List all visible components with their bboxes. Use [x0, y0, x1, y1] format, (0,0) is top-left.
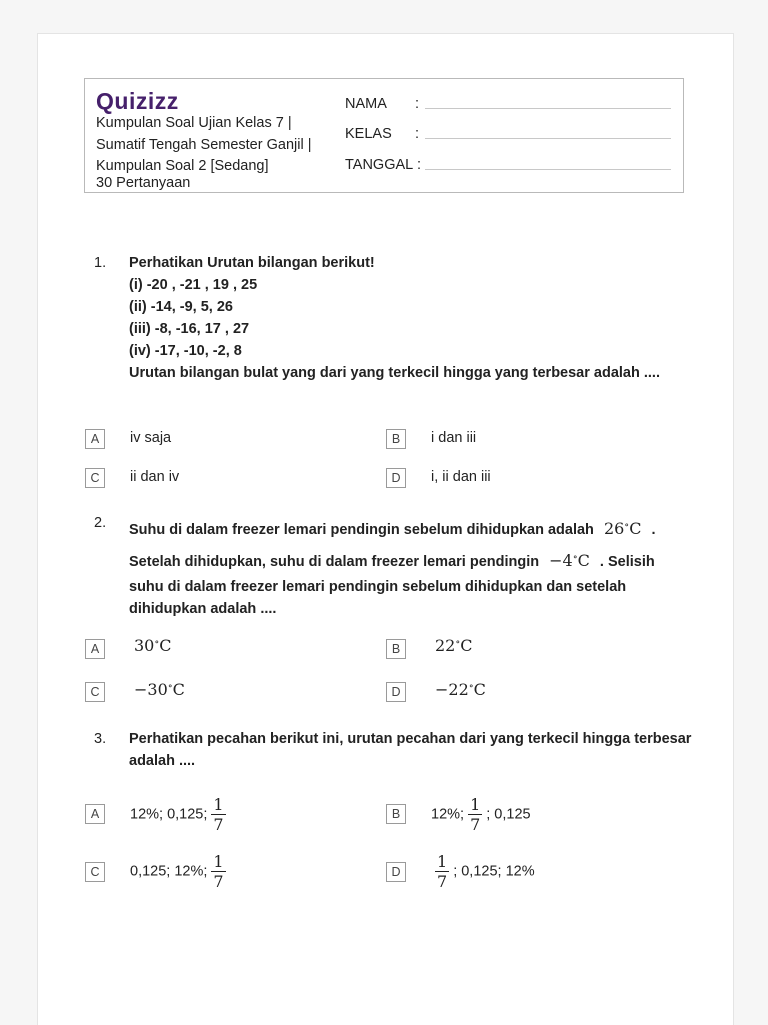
option-text: $\frac{1}{7}$ ; 0,125; 12%: [437, 852, 535, 891]
question-number: 1.: [94, 255, 107, 271]
option-letter[interactable]: C: [85, 682, 105, 702]
option-letter[interactable]: D: [386, 682, 406, 702]
option-text: −22∘C: [435, 680, 486, 699]
title-line: Kumpulan Soal Ujian Kelas 7 |: [96, 115, 292, 131]
class-field[interactable]: KELAS :: [345, 126, 423, 142]
class-label: KELAS: [345, 126, 392, 142]
quizizz-logo: Quizizz: [96, 88, 179, 114]
question-number: 3.: [94, 731, 107, 747]
title-line: Kumpulan Soal 2 [Sedang]: [96, 158, 269, 174]
option-text: 30∘C: [134, 636, 172, 655]
date-line[interactable]: [425, 169, 671, 170]
option-text: iv saja: [130, 430, 172, 446]
option-letter[interactable]: B: [386, 804, 406, 824]
fraction: $\frac{1}{7}$: [470, 795, 481, 834]
option-letter[interactable]: C: [85, 468, 105, 488]
name-field[interactable]: NAMA :: [345, 96, 423, 112]
fraction: $\frac{1}{7}$: [213, 795, 224, 834]
worksheet-header: [84, 78, 684, 193]
question-text: Perhatikan Urutan bilangan berikut! (i) -20 , -21 , 19 , 25 (ii) -14, -9, 5, 26 (iii) -8, -16, 17 , 27 (iv) -17, -10, -2, 8 Urutan bilangan bulat yang dari yang terkecil hingga yang terbesar adalah ....: [129, 255, 660, 381]
name-label: NAMA: [345, 96, 387, 112]
option-text: i dan iii: [431, 430, 477, 446]
option-text: ii dan iv: [130, 469, 180, 485]
question-number: 2.: [94, 515, 107, 531]
temperature-value: 26∘C: [603, 519, 642, 538]
class-line[interactable]: [425, 138, 671, 139]
option-text: −30∘C: [134, 680, 185, 699]
option-letter[interactable]: D: [386, 468, 406, 488]
option-letter[interactable]: B: [386, 639, 406, 659]
option-text: i, ii dan iii: [431, 469, 491, 485]
question-text: Perhatikan pecahan berikut ini, urutan pecahan dari yang terkecil hingga terbesar adalah ....: [129, 731, 692, 769]
option-letter[interactable]: D: [386, 862, 406, 882]
question-count: 30 Pertanyaan: [96, 175, 191, 191]
title-line: Sumatif Tengah Semester Ganjil |: [96, 136, 312, 153]
option-letter[interactable]: B: [386, 429, 406, 449]
question-text: Suhu di dalam freezer lemari pendingin sebelum dihidupkan adalah 26∘C . Setelah dihidupkan, suhu di dalam freezer lemari pendingin −4∘C . Selisih suhu di dalam freezer lemari pendingin sebelum dihidupkan dan setelah dihidupkan adalah ....: [129, 519, 656, 617]
date-field[interactable]: TANGGAL :: [345, 157, 425, 173]
fraction: $\frac{1}{7}$: [437, 852, 448, 891]
temperature-value: −4∘C: [549, 551, 590, 570]
option-letter[interactable]: C: [85, 862, 105, 882]
option-letter[interactable]: A: [85, 429, 105, 449]
option-text: 22∘C: [435, 636, 473, 655]
name-line[interactable]: [425, 108, 671, 109]
worksheet-title: [96, 113, 311, 178]
option-text: 0,125; 12%; $\frac{1}{7}$: [130, 852, 224, 891]
date-label: TANGGAL: [345, 157, 414, 173]
option-text: 12%; $\frac{1}{7}$ ; 0,125: [431, 795, 531, 834]
option-text: 12%; 0,125; $\frac{1}{7}$: [130, 795, 224, 834]
option-letter[interactable]: A: [85, 639, 105, 659]
option-letter[interactable]: A: [85, 804, 105, 824]
fraction: $\frac{1}{7}$: [213, 852, 224, 891]
